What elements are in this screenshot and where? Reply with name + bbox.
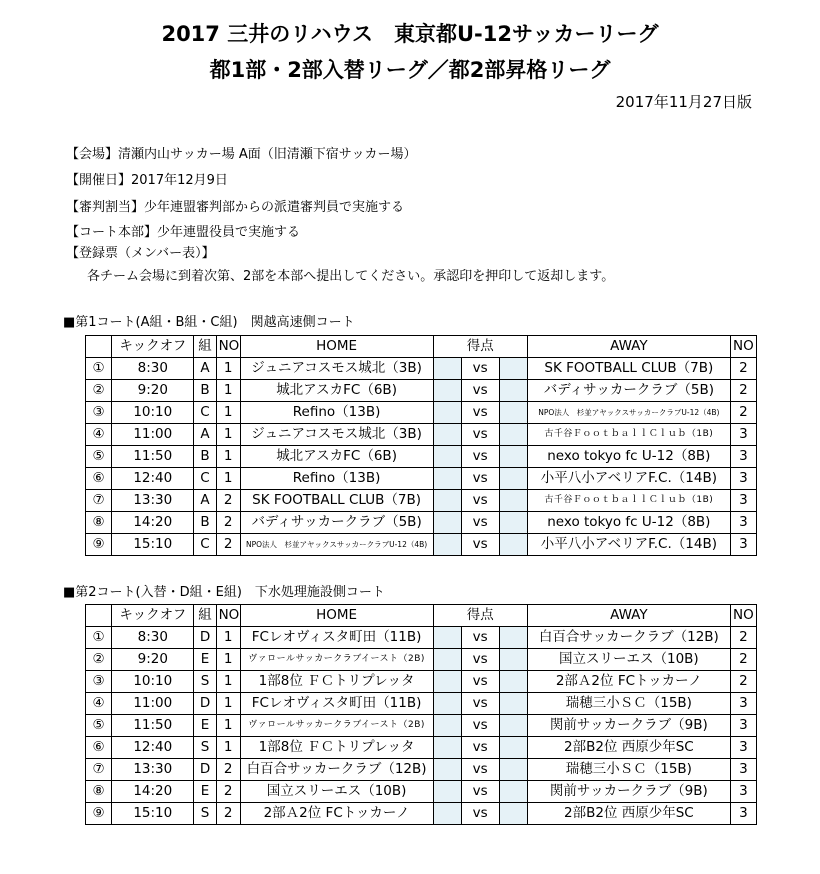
- away-score: [499, 715, 527, 737]
- home-score: [433, 424, 461, 446]
- home-team: ヴァロールサッカークラブイースト（2B): [240, 649, 433, 671]
- away-team: nexo tokyo fc U-12（8B): [527, 446, 730, 468]
- vs-label: vs: [461, 446, 499, 468]
- match-row: [86, 627, 757, 649]
- match-row: [86, 468, 757, 490]
- vs-label: vs: [461, 490, 499, 512]
- home-no: 2: [216, 803, 240, 825]
- home-team: 1部8位 ＦＣトリプレッタ: [240, 737, 433, 759]
- away-score: [499, 781, 527, 803]
- header-home: HOME: [240, 605, 433, 627]
- vs-label: vs: [461, 402, 499, 424]
- group-letter: D: [194, 759, 216, 781]
- vs-label: vs: [461, 715, 499, 737]
- match-index: ⑥: [86, 468, 112, 490]
- version-date: 2017年11月27日版: [615, 93, 752, 111]
- match-index: ⑧: [86, 781, 112, 803]
- group-letter: B: [194, 512, 216, 534]
- away-score: [499, 693, 527, 715]
- away-score: [499, 671, 527, 693]
- home-no: 1: [216, 424, 240, 446]
- header-no: NO: [216, 336, 240, 358]
- group-letter: B: [194, 380, 216, 402]
- group-letter: D: [194, 693, 216, 715]
- away-score: [499, 759, 527, 781]
- group-letter: E: [194, 781, 216, 803]
- vs-label: vs: [461, 737, 499, 759]
- court1-title: ■第1コート(A組・B組・C組) 関越高速側コート: [63, 315, 355, 330]
- away-team: 瑞穂三小ＳＣ（15B): [527, 759, 730, 781]
- match-index: ④: [86, 424, 112, 446]
- home-team: SK FOOTBALL CLUB（7B): [240, 490, 433, 512]
- away-team: 瑞穂三小ＳＣ（15B): [527, 693, 730, 715]
- home-no: 1: [216, 468, 240, 490]
- home-team: ジュニアコスモス城北（3B): [240, 424, 433, 446]
- match-index: ⑨: [86, 534, 112, 556]
- home-no: 1: [216, 402, 240, 424]
- kickoff-time: 11:50: [112, 715, 194, 737]
- match-row: [86, 490, 757, 512]
- home-no: 1: [216, 627, 240, 649]
- home-score: [433, 649, 461, 671]
- away-team: nexo tokyo fc U-12（8B): [527, 512, 730, 534]
- group-letter: C: [194, 468, 216, 490]
- home-score: [433, 490, 461, 512]
- match-row: [86, 534, 757, 556]
- away-team: 白百合サッカークラブ（12B): [527, 627, 730, 649]
- away-no: 3: [730, 693, 756, 715]
- header-away: AWAY: [527, 605, 730, 627]
- home-no: 1: [216, 693, 240, 715]
- match-index: ⑦: [86, 759, 112, 781]
- kickoff-time: 14:20: [112, 781, 194, 803]
- match-row: [86, 737, 757, 759]
- vs-label: vs: [461, 358, 499, 380]
- header-score: 得点: [433, 336, 527, 358]
- home-team: 城北アスカFC（6B): [240, 380, 433, 402]
- home-team: Refino（13B): [240, 468, 433, 490]
- kickoff-time: 15:10: [112, 534, 194, 556]
- away-score: [499, 468, 527, 490]
- match-row: [86, 671, 757, 693]
- vs-label: vs: [461, 468, 499, 490]
- home-team: 城北アスカFC（6B): [240, 446, 433, 468]
- home-no: 2: [216, 490, 240, 512]
- header-away-no: NO: [730, 336, 756, 358]
- home-team: FCレオヴィスタ町田（11B): [240, 693, 433, 715]
- vs-label: vs: [461, 627, 499, 649]
- header-kickoff: キックオフ: [112, 336, 194, 358]
- home-score: [433, 803, 461, 825]
- group-letter: A: [194, 358, 216, 380]
- info-date: 【開催日】2017年12月9日: [66, 173, 228, 188]
- home-no: 1: [216, 737, 240, 759]
- home-score: [433, 715, 461, 737]
- info-roster-title: 【登録票（メンバー表）】: [66, 246, 215, 261]
- home-score: [433, 671, 461, 693]
- home-score: [433, 468, 461, 490]
- kickoff-time: 8:30: [112, 627, 194, 649]
- kickoff-time: 10:10: [112, 671, 194, 693]
- home-team: Refino（13B): [240, 402, 433, 424]
- home-no: 1: [216, 649, 240, 671]
- away-team: 2部B2位 西原少年SC: [527, 737, 730, 759]
- match-index: ①: [86, 627, 112, 649]
- info-venue: 【会場】清瀬内山サッカー場 A面（旧清瀬下宿サッカー場）: [66, 147, 417, 162]
- away-score: [499, 627, 527, 649]
- away-team: 関前サッカークラブ（9B): [527, 781, 730, 803]
- court1-schedule-table: [85, 335, 757, 556]
- group-letter: C: [194, 534, 216, 556]
- kickoff-time: 8:30: [112, 358, 194, 380]
- group-letter: A: [194, 424, 216, 446]
- match-row: [86, 380, 757, 402]
- kickoff-time: 13:30: [112, 490, 194, 512]
- vs-label: vs: [461, 424, 499, 446]
- match-index: ⑤: [86, 715, 112, 737]
- away-no: 3: [730, 490, 756, 512]
- info-roster-note: 各チーム会場に到着次第、2部を本部へ提出してください。承認印を押印して返却します。: [87, 269, 615, 284]
- match-row: [86, 693, 757, 715]
- away-no: 3: [730, 803, 756, 825]
- group-letter: E: [194, 715, 216, 737]
- away-team: 古千谷ＦｏｏｔｂａｌｌＣｌｕｂ（1B): [527, 424, 730, 446]
- kickoff-time: 9:20: [112, 380, 194, 402]
- kickoff-time: 10:10: [112, 402, 194, 424]
- home-score: [433, 534, 461, 556]
- kickoff-time: 13:30: [112, 759, 194, 781]
- group-letter: S: [194, 737, 216, 759]
- away-no: 2: [730, 358, 756, 380]
- away-no: 3: [730, 446, 756, 468]
- home-team: FCレオヴィスタ町田（11B): [240, 627, 433, 649]
- home-team: ヴァロールサッカークラブイースト（2B): [240, 715, 433, 737]
- court2-title: ■第2コート(入替・D組・E組) 下水処理施設側コート: [63, 585, 385, 600]
- match-index: ⑥: [86, 737, 112, 759]
- home-score: [433, 781, 461, 803]
- header-no: NO: [216, 605, 240, 627]
- vs-label: vs: [461, 781, 499, 803]
- header-away: AWAY: [527, 336, 730, 358]
- match-index: ⑨: [86, 803, 112, 825]
- away-no: 3: [730, 424, 756, 446]
- home-score: [433, 512, 461, 534]
- home-score: [433, 627, 461, 649]
- away-score: [499, 380, 527, 402]
- kickoff-time: 12:40: [112, 468, 194, 490]
- match-row: [86, 446, 757, 468]
- match-row: [86, 424, 757, 446]
- away-team: 国立スリーエス（10B): [527, 649, 730, 671]
- vs-label: vs: [461, 380, 499, 402]
- group-letter: E: [194, 649, 216, 671]
- match-index: ①: [86, 358, 112, 380]
- away-score: [499, 803, 527, 825]
- home-score: [433, 759, 461, 781]
- home-no: 2: [216, 534, 240, 556]
- home-team: 国立スリーエス（10B): [240, 781, 433, 803]
- away-team: 小平八小アベリアF.C.（14B): [527, 534, 730, 556]
- away-no: 3: [730, 781, 756, 803]
- away-no: 2: [730, 380, 756, 402]
- away-no: 3: [730, 534, 756, 556]
- home-team: 1部8位 ＦＣトリプレッタ: [240, 671, 433, 693]
- match-row: [86, 781, 757, 803]
- match-index: ⑦: [86, 490, 112, 512]
- home-team: ジュニアコスモス城北（3B): [240, 358, 433, 380]
- match-row: [86, 512, 757, 534]
- away-team: 2部Ａ2位 FCトッカーノ: [527, 671, 730, 693]
- match-row: [86, 803, 757, 825]
- away-no: 3: [730, 759, 756, 781]
- match-index: ②: [86, 649, 112, 671]
- home-no: 1: [216, 671, 240, 693]
- vs-label: vs: [461, 759, 499, 781]
- home-score: [433, 380, 461, 402]
- group-letter: D: [194, 627, 216, 649]
- away-no: 3: [730, 715, 756, 737]
- vs-label: vs: [461, 693, 499, 715]
- match-index: ⑧: [86, 512, 112, 534]
- home-score: [433, 358, 461, 380]
- home-team: 白百合サッカークラブ（12B): [240, 759, 433, 781]
- away-score: [499, 358, 527, 380]
- home-team: NPO法人 杉並アヤックスサッカークラブU-12（4B): [240, 534, 433, 556]
- page-title-line2: 都1部・2部入替リーグ／都2部昇格リーグ: [209, 58, 611, 82]
- header-away-no: NO: [730, 605, 756, 627]
- away-team: 関前サッカークラブ（9B): [527, 715, 730, 737]
- home-no: 1: [216, 380, 240, 402]
- away-team: SK FOOTBALL CLUB（7B): [527, 358, 730, 380]
- home-team: 2部Ａ2位 FCトッカーノ: [240, 803, 433, 825]
- kickoff-time: 15:10: [112, 803, 194, 825]
- away-no: 3: [730, 737, 756, 759]
- away-score: [499, 649, 527, 671]
- home-no: 2: [216, 781, 240, 803]
- kickoff-time: 11:50: [112, 446, 194, 468]
- away-no: 2: [730, 627, 756, 649]
- away-score: [499, 446, 527, 468]
- vs-label: vs: [461, 649, 499, 671]
- away-score: [499, 424, 527, 446]
- away-score: [499, 512, 527, 534]
- header-group: 組: [194, 605, 216, 627]
- match-index: ⑤: [86, 446, 112, 468]
- home-no: 1: [216, 358, 240, 380]
- match-row: [86, 649, 757, 671]
- court2-header-row: [86, 605, 757, 627]
- header-score: 得点: [433, 605, 527, 627]
- away-team: NPO法人 杉並アヤックスサッカークラブU-12（4B): [527, 402, 730, 424]
- away-team: 2部B2位 西原少年SC: [527, 803, 730, 825]
- away-no: 2: [730, 649, 756, 671]
- away-team: 小平八小アベリアF.C.（14B): [527, 468, 730, 490]
- vs-label: vs: [461, 671, 499, 693]
- home-score: [433, 446, 461, 468]
- vs-label: vs: [461, 803, 499, 825]
- away-no: 3: [730, 512, 756, 534]
- kickoff-time: 9:20: [112, 649, 194, 671]
- away-team: バディサッカークラブ（5B): [527, 380, 730, 402]
- home-score: [433, 737, 461, 759]
- match-row: [86, 358, 757, 380]
- away-score: [499, 402, 527, 424]
- header-index: [86, 605, 112, 627]
- home-no: 2: [216, 512, 240, 534]
- away-score: [499, 737, 527, 759]
- away-score: [499, 490, 527, 512]
- kickoff-time: 11:00: [112, 693, 194, 715]
- kickoff-time: 11:00: [112, 424, 194, 446]
- kickoff-time: 14:20: [112, 512, 194, 534]
- away-team: 古千谷ＦｏｏｔｂａｌｌＣｌｕｂ（1B): [527, 490, 730, 512]
- away-no: 2: [730, 671, 756, 693]
- home-score: [433, 402, 461, 424]
- header-kickoff: キックオフ: [112, 605, 194, 627]
- home-score: [433, 693, 461, 715]
- group-letter: S: [194, 671, 216, 693]
- page-title-line1: 2017 三井のリハウス 東京都U-12サッカーリーグ: [161, 22, 659, 46]
- match-row: [86, 402, 757, 424]
- header-home: HOME: [240, 336, 433, 358]
- home-no: 1: [216, 446, 240, 468]
- court1-header-row: [86, 336, 757, 358]
- match-index: ③: [86, 402, 112, 424]
- away-score: [499, 534, 527, 556]
- vs-label: vs: [461, 534, 499, 556]
- vs-label: vs: [461, 512, 499, 534]
- match-row: [86, 715, 757, 737]
- group-letter: C: [194, 402, 216, 424]
- info-referee: 【審判割当】少年連盟審判部からの派遣審判員で実施する: [66, 200, 405, 215]
- group-letter: A: [194, 490, 216, 512]
- group-letter: S: [194, 803, 216, 825]
- header-group: 組: [194, 336, 216, 358]
- match-index: ②: [86, 380, 112, 402]
- match-index: ④: [86, 693, 112, 715]
- home-no: 2: [216, 759, 240, 781]
- header-index: [86, 336, 112, 358]
- info-court-hq: 【コート本部】少年連盟役員で実施する: [66, 225, 301, 240]
- group-letter: B: [194, 446, 216, 468]
- kickoff-time: 12:40: [112, 737, 194, 759]
- home-no: 1: [216, 715, 240, 737]
- away-no: 3: [730, 468, 756, 490]
- court2-schedule-table: [85, 604, 757, 825]
- home-team: バディサッカークラブ（5B): [240, 512, 433, 534]
- match-row: [86, 759, 757, 781]
- away-no: 2: [730, 402, 756, 424]
- match-index: ③: [86, 671, 112, 693]
